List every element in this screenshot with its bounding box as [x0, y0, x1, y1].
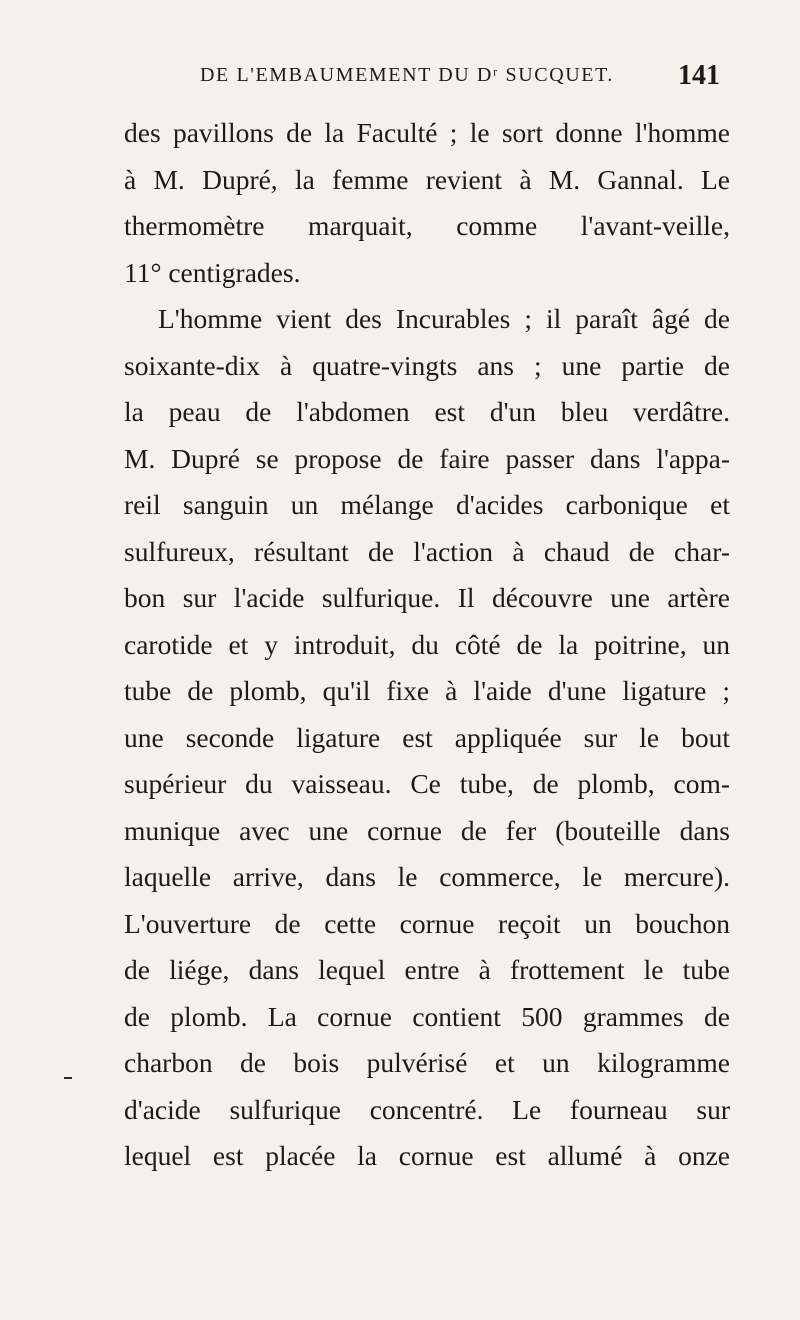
- text-line: thermomètre marquait, comme l'avant-veille,: [124, 210, 730, 241]
- text-line: supérieur du vaisseau. Ce tube, de plomb, com-: [124, 768, 730, 799]
- running-head-title: DE L'EMBAUMEMENT DU Dʳ SUCQUET.: [200, 64, 615, 86]
- text-line: L'homme vient des Incurables ; il paraît âgé de: [158, 303, 730, 334]
- text-line: charbon de bois pulvérisé et un kilogramme: [124, 1047, 730, 1078]
- running-head: [120, 60, 720, 92]
- text-line: une seconde ligature est appliquée sur le bout: [124, 721, 730, 753]
- text-line: 11° centigrades.: [124, 256, 301, 288]
- text-line: des pavillons de la Faculté ; le sort donne l'homme: [124, 117, 730, 148]
- text-line: de plomb. La cornue contient 500 grammes de: [124, 1000, 730, 1032]
- text-line: laquelle arrive, dans le commerce, le mercure).: [124, 861, 730, 892]
- text-line: M. Dupré se propose de faire passer dans l'appa-: [124, 442, 730, 474]
- text-line: bon sur l'acide sulfurique. Il découvre une artère: [124, 582, 730, 613]
- text-line: de liége, dans lequel entre à frottement le tube: [124, 954, 730, 985]
- text-line: lequel est placée la cornue est allumé à onze: [124, 1140, 730, 1171]
- page-number: 141: [678, 60, 720, 91]
- margin-mark: [64, 1077, 72, 1079]
- text-line: reil sanguin un mélange d'acides carbonique et: [124, 489, 730, 520]
- text-line: tube de plomb, qu'il fixe à l'aide d'une ligature ;: [124, 675, 730, 706]
- text-line: munique avec une cornue de fer (bouteille dans: [124, 814, 730, 846]
- body-text: [124, 110, 730, 1180]
- text-line: soixante-dix à quatre-vingts ans ; une partie de: [124, 349, 730, 381]
- text-line: à M. Dupré, la femme revient à M. Gannal. Le: [124, 163, 730, 195]
- text-line: L'ouverture de cette cornue reçoit un bouchon: [124, 907, 730, 939]
- text-line: sulfureux, résultant de l'action à chaud de char-: [124, 535, 730, 567]
- text-line: carotide et y introduit, du côté de la poitrine, un: [124, 628, 730, 660]
- text-line: d'acide sulfurique concentré. Le fourneau sur: [124, 1093, 730, 1125]
- text-line: la peau de l'abdomen est d'un bleu verdâtre.: [124, 396, 730, 427]
